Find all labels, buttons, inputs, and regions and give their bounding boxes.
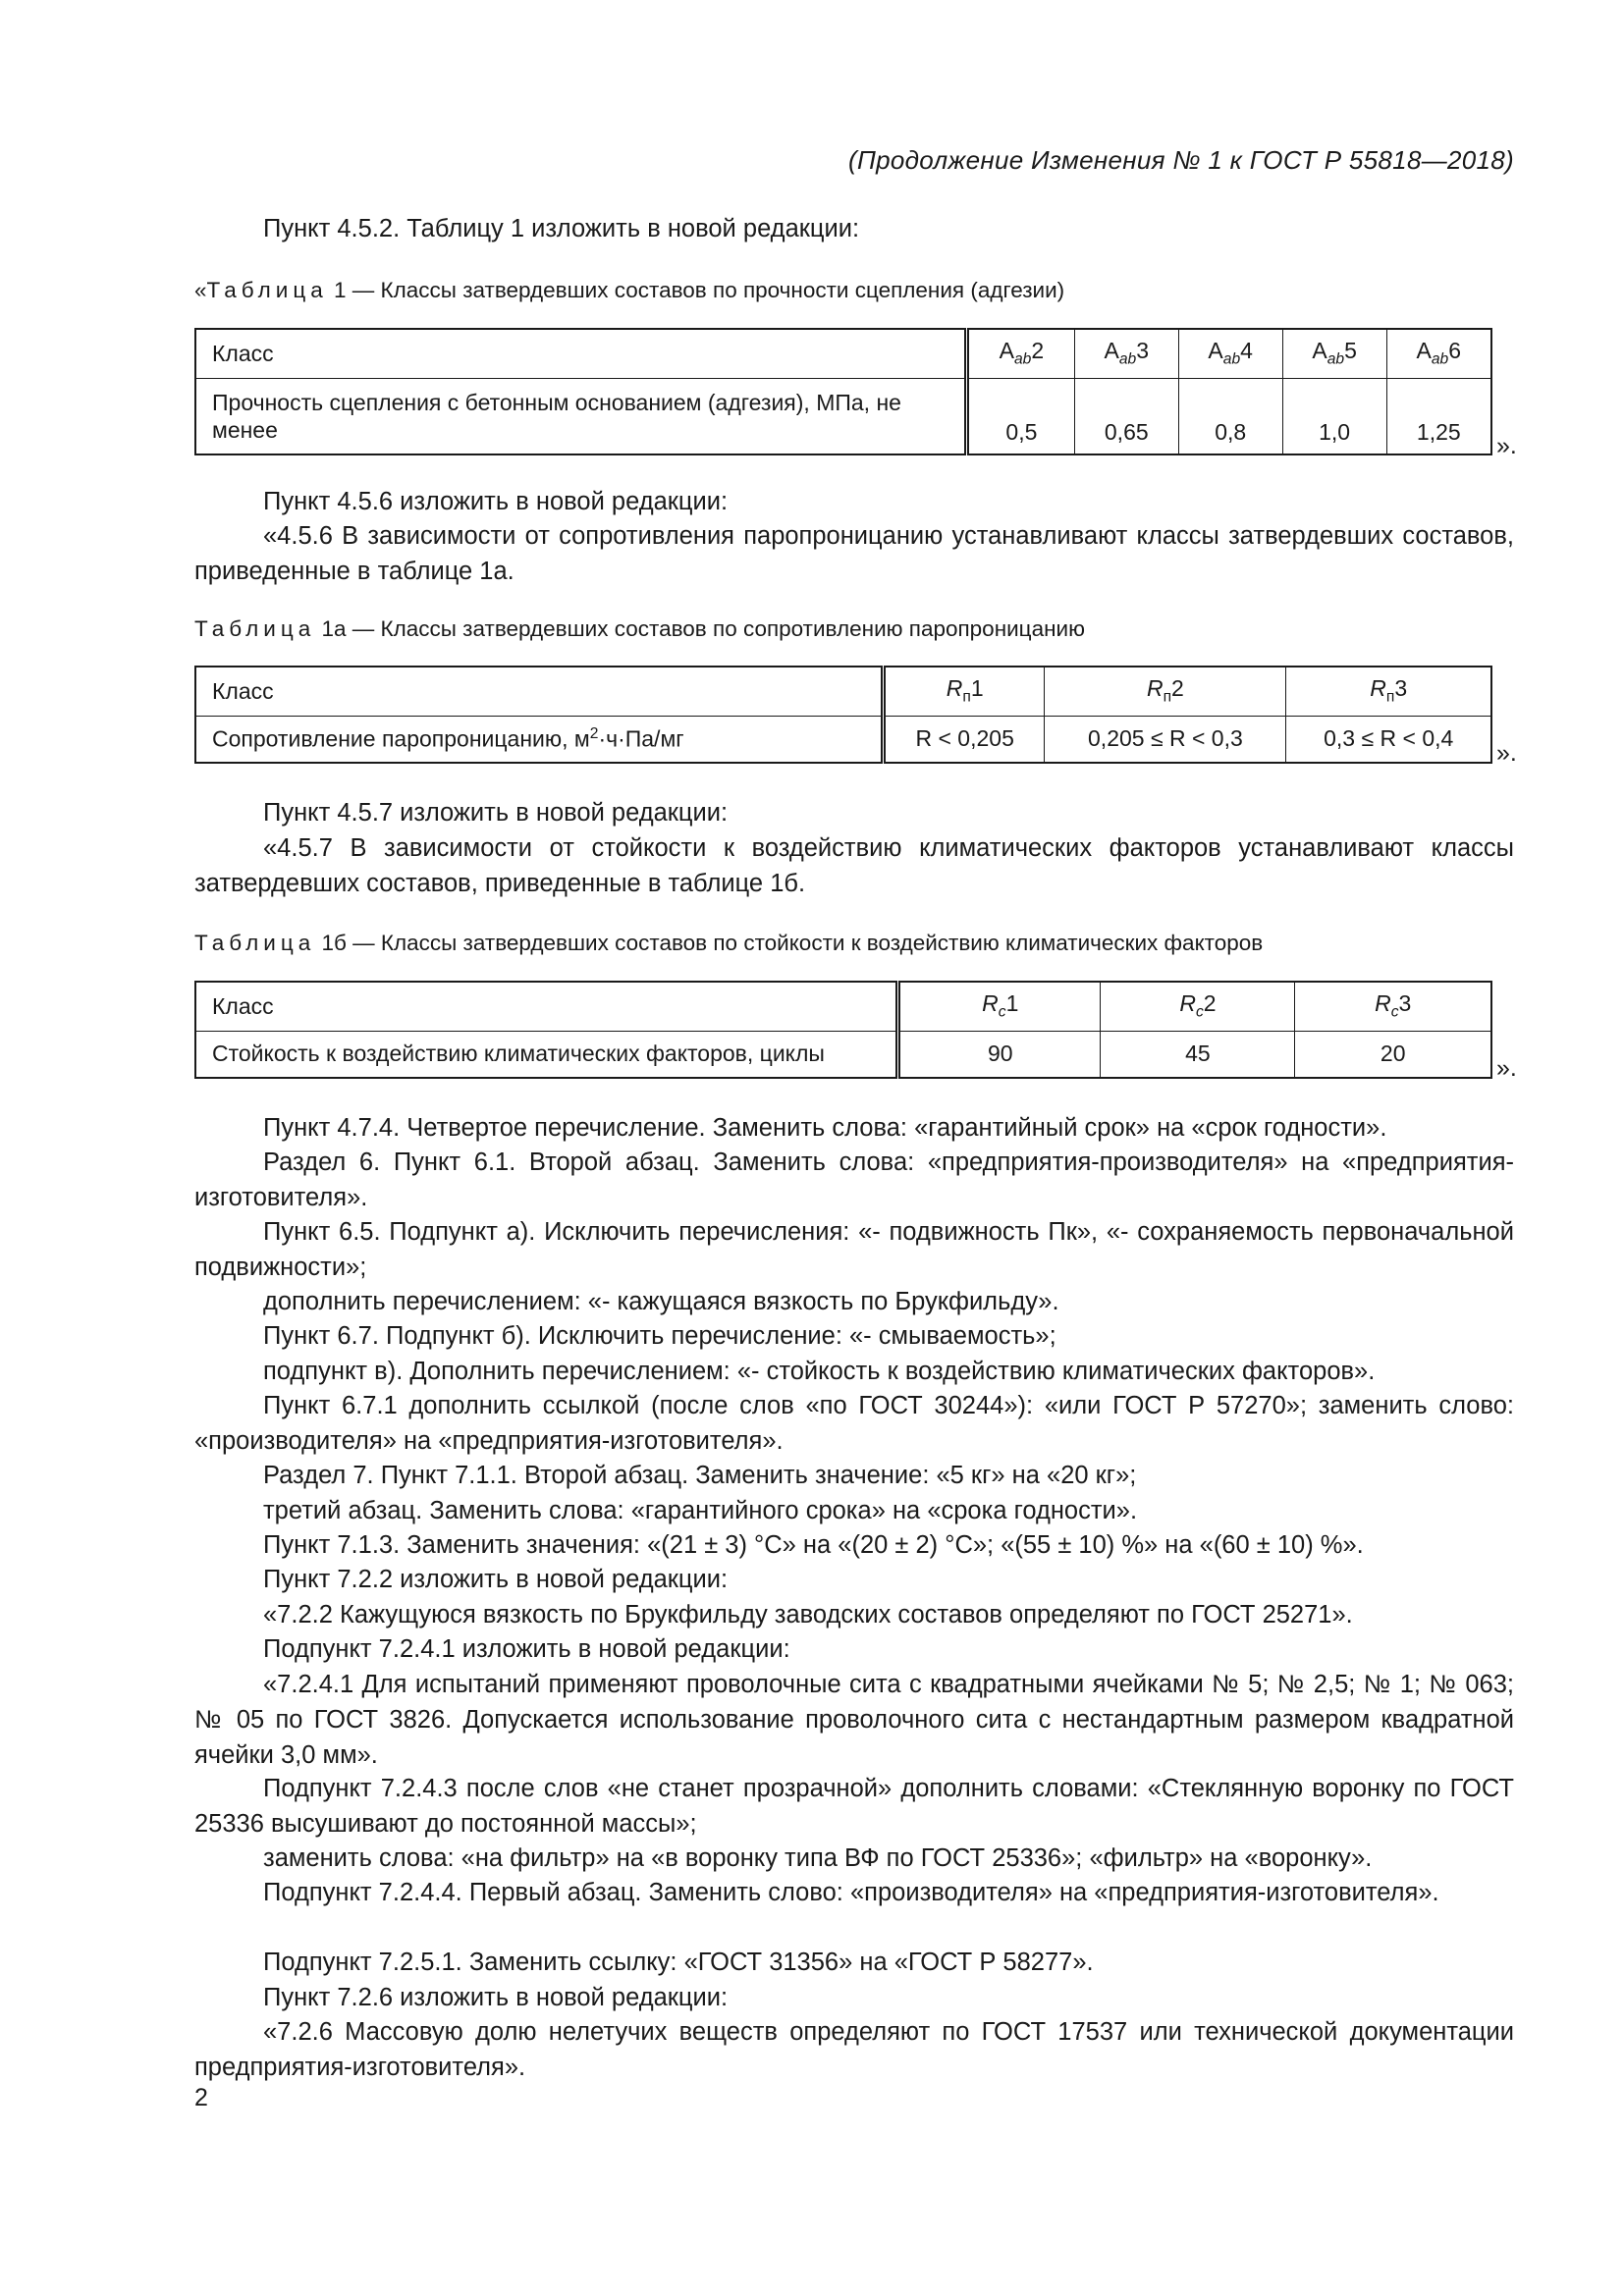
table-cell-value: 1,0 bbox=[1282, 378, 1386, 454]
table-1 bbox=[194, 328, 1492, 455]
paragraph-7-2-2: «7.2.2 Кажущуюся вязкость по Брукфильду заводских составов определяют по ГОСТ 25271». bbox=[263, 1601, 1353, 1629]
page-number: 2 bbox=[194, 2084, 208, 2111]
paragraph-7-2-4-3-replace: заменить слова: «на фильтр» на «в воронку типа ВФ по ГОСТ 25336»; «фильтр» на «воронку». bbox=[263, 1844, 1373, 1872]
table-cell-class: $R_п3$ bbox=[1286, 667, 1491, 716]
table-row bbox=[195, 329, 1491, 378]
table-cell-label: Класс bbox=[195, 667, 884, 716]
running-header: (Продолжение Изменения № 1 к ГОСТ Р 55818—2018) bbox=[847, 145, 1514, 175]
table-cell-value: 0,8 bbox=[1178, 378, 1282, 454]
table-cell-class: $R_c2$ bbox=[1101, 982, 1295, 1031]
table-cell-value: 0,205 ≤ R < 0,3 bbox=[1045, 716, 1286, 763]
table-cell-value: 0,3 ≤ R < 0,4 bbox=[1286, 716, 1491, 763]
table-1-caption: «Таблица 1 — Классы затвердевших составов по прочности сцепления (адгезии) bbox=[194, 278, 1065, 302]
paragraph-7-2-6: «7.2.6 Массовую долю нелетучих веществ определяют по ГОСТ 17537 или технической документации предприятия-изготовителя». bbox=[194, 2018, 1514, 2081]
paragraph-6-7-1: Пункт 6.7.1 дополнить ссылкой (после слов «по ГОСТ 30244»): «или ГОСТ Р 57270»; заменить слово: «производителя» на «предприятия-изготовителя». bbox=[194, 1392, 1514, 1455]
table-1b-caption: Таблица 1б — Классы затвердевших составов по стойкости к воздействию климатических факторов bbox=[194, 931, 1264, 955]
paragraph-7-1-1: Раздел 7. Пункт 7.1.1. Второй абзац. Заменить значение: «5 кг» на «20 кг»; bbox=[263, 1462, 1137, 1489]
table-1a-caption: Таблица 1а — Классы затвердевших составов по сопротивлению паропроницанию bbox=[194, 616, 1085, 641]
table-1b bbox=[194, 981, 1492, 1079]
paragraph-7-2-4-4: Подпункт 7.2.4.4. Первый абзац. Заменить слово: «производителя» на «предприятия-изготовителя». bbox=[263, 1879, 1439, 1906]
paragraph-4-5-2: Пункт 4.5.2. Таблицу 1 изложить в новой редакции: bbox=[263, 215, 860, 242]
table-row bbox=[195, 378, 1491, 454]
table-cell-value: 0,5 bbox=[967, 378, 1075, 454]
paragraph-7-1-1-third: третий абзац. Заменить слова: «гарантийного срока» на «срока годности». bbox=[263, 1497, 1138, 1524]
table-cell-value: 90 bbox=[898, 1031, 1101, 1078]
paragraph-7-2-4-1: «7.2.4.1 Для испытаний применяют проволочные сита с квадратными ячейками № 5; № 2,5; № 1; № 063; № 05 по ГОСТ 3826. Допускается использование проволочного сита с нестандартным размером квадратной ячейки 3,0 мм». bbox=[194, 1671, 1514, 1769]
paragraph-7-1-3: Пункт 7.1.3. Заменить значения: «(21 ± 3) °С» на «(20 ± 2) °С»; «(55 ± 10) %» на «(60 ± 10) %». bbox=[263, 1531, 1364, 1559]
table-1a bbox=[194, 666, 1492, 764]
table-cell-class: $A_{ab}4$ bbox=[1178, 329, 1282, 378]
paragraph-6-5: Пункт 6.5. Подпункт а). Исключить перечисления: «- подвижность Пк», «- сохраняемость первоначальной подвижности»; bbox=[194, 1218, 1514, 1281]
paragraph-4-5-6: «4.5.6 В зависимости от сопротивления паропроницанию устанавливают классы затвердевших составов, приведенные в таблице 1а. bbox=[194, 522, 1514, 585]
paragraph-7-2-6-intro: Пункт 7.2.6 изложить в новой редакции: bbox=[263, 1984, 729, 2011]
paragraph-4-7-4: Пункт 4.7.4. Четвертое перечисление. Заменить слова: «гарантийный срок» на «срок годности». bbox=[263, 1114, 1387, 1142]
table-cell-label: Сопротивление паропроницанию, $м^2\cdot ч\cdot Па/мг$ bbox=[195, 716, 884, 763]
table-cell-value: R < 0,205 bbox=[884, 716, 1045, 763]
table-cell-class: $R_п2$ bbox=[1045, 667, 1286, 716]
paragraph-7-2-4-3: Подпункт 7.2.4.3 после слов «не станет прозрачной» дополнить словами: «Стеклянную воронку по ГОСТ 25336 высушивают до постоянной массы»; bbox=[194, 1775, 1514, 1838]
paragraph-6-7: Пункт 6.7. Подпункт б). Исключить перечисление: «- смываемость»; bbox=[263, 1322, 1056, 1350]
paragraph-7-2-2-intro: Пункт 7.2.2 изложить в новой редакции: bbox=[263, 1566, 729, 1593]
paragraph-6-1: Раздел 6. Пункт 6.1. Второй абзац. Заменить слова: «предприятия-производителя» на «предприятия-изготовителя». bbox=[194, 1148, 1514, 1211]
table-1b-closing-quote: ». bbox=[1496, 1054, 1517, 1082]
table-1-closing-quote: ». bbox=[1496, 432, 1517, 459]
table-row bbox=[195, 1031, 1491, 1078]
table-cell-class: $A_{ab}6$ bbox=[1386, 329, 1491, 378]
paragraph-6-7-v: подпункт в). Дополнить перечислением: «- стойкость к воздействию климатических факторов». bbox=[263, 1358, 1376, 1385]
table-row bbox=[195, 716, 1491, 763]
table-1a-closing-quote: ». bbox=[1496, 739, 1517, 767]
table-row bbox=[195, 982, 1491, 1031]
paragraph-4-5-6-intro: Пункт 4.5.6 изложить в новой редакции: bbox=[263, 488, 729, 515]
table-cell-label: Прочность сцепления с бетонным основанием (адгезия), МПа, не менее bbox=[195, 378, 967, 454]
table-cell-class: $R_c3$ bbox=[1295, 982, 1491, 1031]
table-cell-label: Стойкость к воздействию климатических факторов, циклы bbox=[195, 1031, 898, 1078]
table-cell-value: 45 bbox=[1101, 1031, 1295, 1078]
table-cell-label: Класс bbox=[195, 982, 898, 1031]
table-cell-class: $A_{ab}3$ bbox=[1074, 329, 1178, 378]
table-cell-class: $A_{ab}5$ bbox=[1282, 329, 1386, 378]
table-row bbox=[195, 667, 1491, 716]
paragraph-7-2-4-1-intro: Подпункт 7.2.4.1 изложить в новой редакции: bbox=[263, 1635, 790, 1663]
table-cell-class: $R_п1$ bbox=[884, 667, 1045, 716]
paragraph-7-2-5-1: Подпункт 7.2.5.1. Заменить ссылку: «ГОСТ 31356» на «ГОСТ Р 58277». bbox=[263, 1949, 1094, 1976]
table-cell-class: $A_{ab}2$ bbox=[967, 329, 1075, 378]
paragraph-6-5-add: дополнить перечислением: «- кажущаяся вязкость по Брукфильду». bbox=[263, 1288, 1059, 1315]
paragraph-4-5-7: «4.5.7 В зависимости от стойкости к воздействию климатических факторов устанавливают классы затвердевших составов, приведенные в таблице 1б. bbox=[194, 834, 1514, 897]
table-cell-value: 1,25 bbox=[1386, 378, 1491, 454]
table-cell-class: $R_c1$ bbox=[898, 982, 1101, 1031]
table-cell-value: 0,65 bbox=[1074, 378, 1178, 454]
paragraph-4-5-7-intro: Пункт 4.5.7 изложить в новой редакции: bbox=[263, 799, 729, 827]
table-cell-label: Класс bbox=[195, 329, 967, 378]
table-cell-value: 20 bbox=[1295, 1031, 1491, 1078]
